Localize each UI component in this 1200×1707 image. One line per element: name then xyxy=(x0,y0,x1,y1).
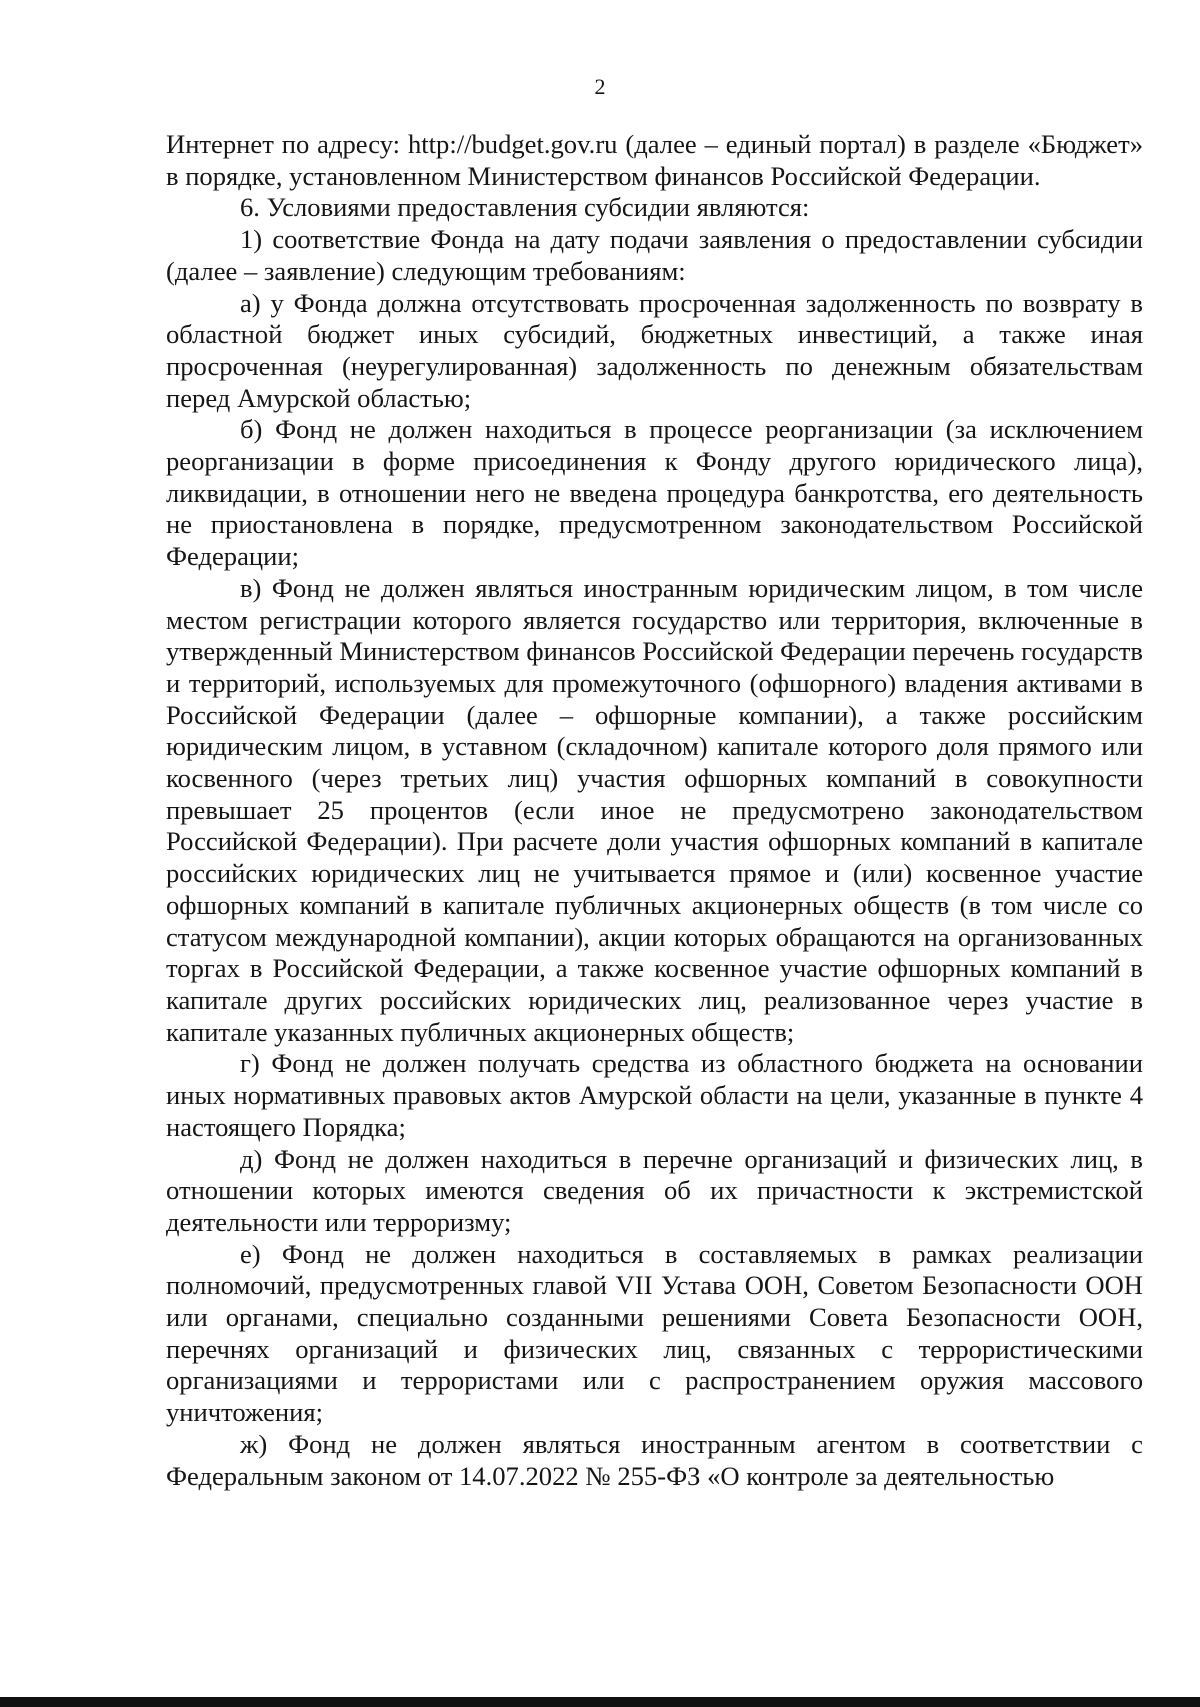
paragraph-item-1: 1) соответствие Фонда на дату подачи заявления о предоставлении субсидии (далее – заявление) следующим требованиям: xyxy=(166,224,1143,286)
paragraph-subitem-v: в) Фонд не должен являться иностранным юридическим лицом, в том числе местом регистрации которого является государство или территория, включенные в утвержденный Министерством финансов Российской Федерации перечень государств и территорий, используемых для промежуточного (офшорного) владения активами в Российской Федерации (далее – офшорные компании), а также российским юридическим лицом, в уставном (складочном) капитале которого доля прямого или косвенного (через третьих лиц) участия офшорных компаний в совокупности превышает 25 процентов (если иное не предусмотрено законодательством Российской Федерации). При расчете доли участия офшорных компаний в капитале российских юридических лиц не учитывается прямое и (или) косвенное участие офшорных компаний в капитале публичных акционерных обществ (в том числе со статусом международной компании), акции которых обращаются на организованных торгах в Российской Федерации, а также косвенное участие офшорных компаний в капитале других российских юридических лиц, реализованное через участие в капитале указанных публичных акционерных обществ; xyxy=(166,572,1143,1047)
paragraph-subitem-d: д) Фонд не должен находиться в перечне организаций и физических лиц, в отношении которых имеются сведения об их причастности к экстремистской деятельности или терроризму; xyxy=(166,1143,1143,1237)
paragraph-subitem-b: б) Фонд не должен находиться в процессе реорганизации (за исключением реорганизации в форме присоединения к Фонду другого юридического лица), ликвидации, в отношении него не введена процедура банкротства, его деятельность не приостановлена в порядке, предусмотренном законодательством Российской Федерации; xyxy=(166,414,1143,572)
paragraph-subitem-e: е) Фонд не должен находиться в составляемых в рамках реализации полномочий, предусмотренных главой VII Устава ООН, Советом Безопасности ООН или органами, специально созданными решениями Совета Безопасности ООН, перечнях организаций и физических лиц, связанных с террористическими организациями и террористами или с распространением оружия массового уничтожения; xyxy=(166,1238,1143,1428)
paragraph-clause-6: 6. Условиями предоставления субсидии являются: xyxy=(240,192,810,223)
paragraph-continuation: Интернет по адресу: http://budget.gov.ru (далее – единый портал) в разделе «Бюджет» в порядке, установленном Министерством финансов Российской Федерации. xyxy=(166,129,1143,191)
paragraph-subitem-g: г) Фонд не должен получать средства из областного бюджета на основании иных нормативных правовых актов Амурской области на цели, указанные в пункте 4 настоящего Порядка; xyxy=(166,1048,1143,1142)
scan-bottom-edge xyxy=(0,1697,1200,1707)
paragraph-subitem-zh: ж) Фонд не должен являться иностранным агентом в соответствии с Федеральным законом от 14.07.2022 № 255-ФЗ «О контроле за деятельностью xyxy=(166,1428,1143,1491)
page-number: 2 xyxy=(594,74,606,99)
paragraph-subitem-a: а) у Фонда должна отсутствовать просроченная задолженность по возврату в областной бюджет иных субсидий, бюджетных инвестиций, а также иная просроченная (неурегулированная) задолженность по денежным обязательствам перед Амурской областью; xyxy=(166,287,1143,413)
document-body xyxy=(166,129,1143,1492)
